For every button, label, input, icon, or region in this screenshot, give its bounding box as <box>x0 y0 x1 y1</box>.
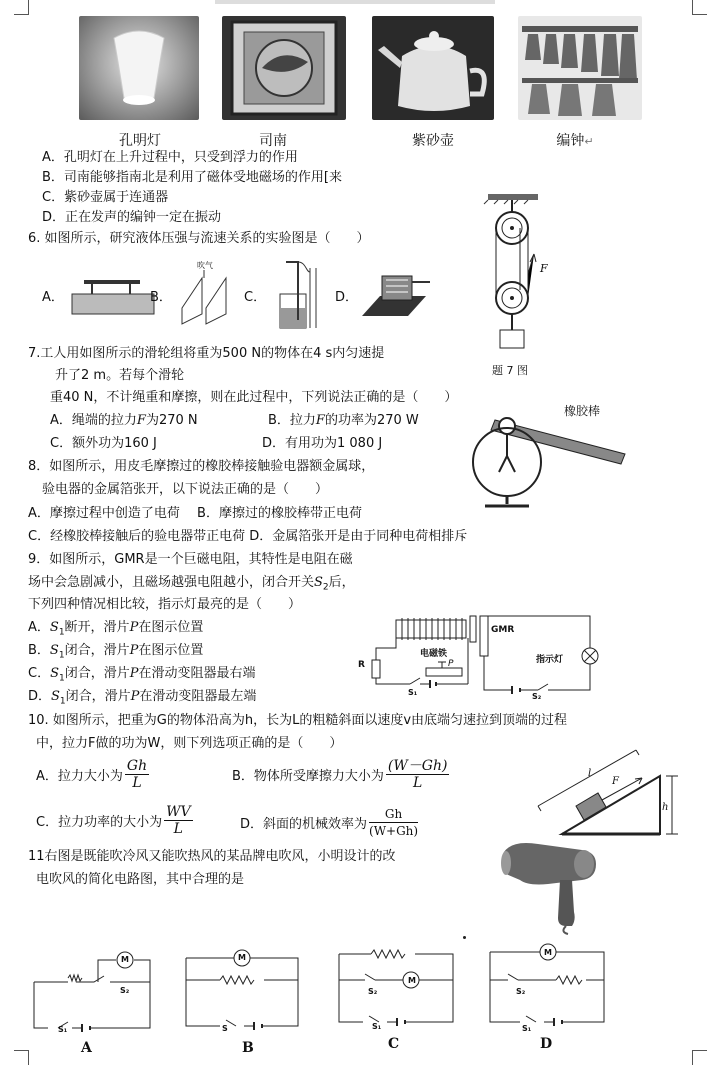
q9-r-label: R <box>358 660 365 670</box>
q7-option-a-var: F <box>136 413 146 428</box>
q7-stem-line-3: 重40 N，不计绳重和摩擦，则在此过程中，下列说法正确的是（ ） <box>50 390 458 405</box>
q9-stem-line-2-post: 后， <box>328 575 355 590</box>
q8-stem-line-1: 8．如图所示，用皮毛摩擦过的橡胶棒接触验电器额金属球， <box>28 459 375 474</box>
q10-option-b-fraction <box>386 758 450 791</box>
caption-chime-bells <box>520 130 630 150</box>
q6-option-b-letter: B． <box>150 290 172 305</box>
photo-teapot <box>372 16 494 120</box>
q7-pulley-figure <box>480 194 560 354</box>
q10-option-c-fraction <box>164 804 193 837</box>
q9-option-a-text: 断开，滑片 <box>64 620 130 635</box>
q10-option-a-text: A．拉力大小为 <box>36 769 123 784</box>
q9-option-a-sub: 1 <box>58 627 65 638</box>
q10-option-a-numerator: Gh <box>126 758 148 774</box>
q5-option-d: D．正在发声的编钟一定在振动 <box>42 210 222 225</box>
caption-sky-lantern: 孔明灯 <box>119 133 161 149</box>
q9-option-b-p: P <box>129 643 139 658</box>
q9-option-d-sub: 1 <box>59 696 66 707</box>
q10-stem-line-1: 10. 如图所示，把重为G的物体沿高为h，长为L的粗糙斜面以速度v由底端匀速拉到顶端的过程 <box>28 713 568 728</box>
q10-option-a <box>36 758 151 791</box>
q10-option-c-denominator: L <box>173 821 183 837</box>
q9-option-b-text: 闭合，滑片 <box>64 643 130 658</box>
q9-stem-line-2-pre: 场中会急剧减小，且磁场越强电阻越小，闭合开关 <box>28 575 315 590</box>
q9-option-c-sub: 1 <box>58 673 65 684</box>
photo-chime-bells <box>518 16 642 120</box>
q9-stem-line-3: 下列四种情况相比较，指示灯最亮的是（ ） <box>28 597 302 612</box>
q11-c-letter: C <box>388 1036 400 1052</box>
q11-d-s2-label: S₂ <box>516 987 526 996</box>
return-mark: ↵ <box>584 135 594 148</box>
q9-option-b-letter: B． <box>28 643 50 658</box>
q10-incline-figure <box>532 744 692 844</box>
q7-option-b-post: 的功率为270 W <box>324 413 419 428</box>
q5-option-b: B．司南能够指南北是利用了磁体受地磁场的作用[来 <box>42 170 342 185</box>
q9-option-b <box>28 642 203 665</box>
q11-d-s1-label: S₁ <box>522 1024 532 1033</box>
q9-option-a <box>28 619 203 642</box>
q10-option-d-numerator: Gh <box>369 806 418 823</box>
q9-option-c-p: P <box>129 666 139 681</box>
q11-a-s2-label: S₂ <box>120 986 130 995</box>
q11-b-motor-label: M <box>238 953 246 962</box>
q8-electroscope-figure <box>455 392 635 512</box>
q9-option-c <box>28 665 256 688</box>
q10-option-b-denominator: L <box>413 775 423 791</box>
q10-option-b <box>232 758 451 791</box>
q9-option-c-tail: 在滑动变阻器最右端 <box>138 666 256 681</box>
q9-stem-line-1: 9．如图所示，GMR是一个巨磁电阻，其特性是电阻在磁 <box>28 552 353 567</box>
q10-option-d-text: D．斜面的机械效率为 <box>240 817 368 832</box>
q7-stem-line-2: 升了2 m。若每个滑轮 <box>55 368 185 383</box>
q7-option-a <box>50 412 198 430</box>
q9-electromagnet-label: 电磁铁 <box>420 649 448 659</box>
q7-stem-line-1: 7.工人用如图所示的滑轮组将重为500 N的物体在4 s内匀速提 <box>28 346 385 361</box>
q9-option-d-var: S <box>51 689 60 704</box>
q9-p-label: P <box>448 659 454 669</box>
q10-option-d-fraction <box>369 806 418 839</box>
q11-circuit-a <box>28 946 153 1036</box>
q10-option-c-text: C．拉力功率的大小为 <box>36 815 163 830</box>
top-edge-shadow <box>215 0 495 4</box>
q9-option-d-p: P <box>130 689 140 704</box>
q11-d-letter: D <box>540 1036 553 1052</box>
q10-height-label: h <box>662 802 669 813</box>
q7-force-label: F <box>540 262 548 275</box>
q7-option-a-post: 为270 N <box>145 413 198 428</box>
q6-stem: 6. 如图所示，研究液体压强与流速关系的实验图是（ ） <box>28 231 370 246</box>
q7-option-b-var: F <box>315 413 325 428</box>
q9-option-d-text: 闭合，滑片 <box>65 689 131 704</box>
q11-circuit-c <box>335 940 460 1030</box>
q9-stem-line-2 <box>28 574 355 597</box>
caption-chime-bells-text: 编钟 <box>556 133 585 149</box>
q11-d-motor-label: M <box>544 948 552 957</box>
q7-option-b-pre: B．拉力 <box>268 413 316 428</box>
q6-blow-air-label: 吹气 <box>197 261 213 270</box>
q9-option-b-var: S <box>49 643 59 658</box>
stray-dot <box>463 936 466 939</box>
q11-a-letter: A <box>81 1040 92 1056</box>
q9-option-a-letter: A． <box>28 620 50 635</box>
q6-figure-d <box>360 266 430 326</box>
q9-indicator-lamp-label: 指示灯 <box>536 655 564 665</box>
corner-mark-top-left <box>14 0 29 15</box>
q7-option-b <box>268 412 419 430</box>
q10-option-d <box>240 806 420 839</box>
q7-option-c: C．额外功为160 J <box>50 436 157 451</box>
q11-stem-line-1: 11右图是既能吹冷风又能吹热风的某品牌电吹风，小明设计的改 <box>28 849 396 864</box>
q9-option-a-p: P <box>129 620 139 635</box>
q8-stem-line-2: 验电器的金属箔张开，以下说法正确的是（ ） <box>42 482 329 497</box>
q9-option-b-tail: 在图示位置 <box>138 643 204 658</box>
q9-option-c-text: 闭合，滑片 <box>64 666 130 681</box>
q5-option-a: A．孔明灯在上升过程中，只受到浮力的作用 <box>42 150 298 165</box>
q9-s1-label: S₁ <box>408 688 418 697</box>
photo-sky-lantern <box>79 16 199 120</box>
q11-b-s-label: S <box>222 1024 228 1033</box>
q9-stem-sub: 2 <box>322 582 329 593</box>
q10-option-c-numerator: WV <box>166 804 191 820</box>
q9-option-c-var: S <box>50 666 59 681</box>
caption-compass-sinan: 司南 <box>259 133 287 149</box>
q10-stem-line-2: 中，拉力F做的功为W，则下列选项正确的是（ ） <box>36 736 343 751</box>
q11-a-motor-label: M <box>121 955 129 964</box>
photo-compass-sinan <box>222 16 346 120</box>
q6-option-c-letter: C． <box>244 290 267 305</box>
q11-c-s1-label: S₁ <box>372 1022 382 1031</box>
q10-length-label: l <box>588 768 592 779</box>
q9-gmr-label: GMR <box>491 625 515 635</box>
q11-b-letter: B <box>242 1040 254 1056</box>
corner-mark-bottom-right <box>692 1050 707 1065</box>
q9-option-d <box>28 688 256 711</box>
q9-option-b-sub: 1 <box>58 650 65 661</box>
corner-mark-top-right <box>692 0 707 15</box>
caption-teapot: 紫砂壶 <box>412 133 454 149</box>
q5-option-c: C．紫砂壶属于连通器 <box>42 190 169 205</box>
q10-option-b-text: B．物体所受摩擦力大小为 <box>232 769 384 784</box>
q7-option-a-pre: A．绳端的拉力 <box>50 413 137 428</box>
q8-option-cd: C．经橡胶棒接触后的验电器带正电荷 D．金属箔张开是由于同种电荷相排斥 <box>28 529 468 544</box>
q10-option-c <box>36 804 195 837</box>
q9-option-a-tail: 在图示位置 <box>138 620 204 635</box>
q9-option-c-letter: C． <box>28 666 51 681</box>
q6-figure-b <box>176 268 236 328</box>
q8-option-ab: A．摩擦过程中创造了电荷 B．摩擦过的橡胶棒带正电荷 <box>28 506 362 521</box>
corner-mark-bottom-left <box>14 1050 29 1065</box>
q6-option-a-letter: A． <box>42 290 64 305</box>
q11-stem-line-2: 电吹风的简化电路图，其中合理的是 <box>36 872 245 887</box>
q6-option-d-letter: D． <box>335 290 359 305</box>
q9-s2-label: S₂ <box>532 692 542 701</box>
q9-option-a-var: S <box>49 620 59 635</box>
q6-figure-a <box>70 278 160 318</box>
q9-option-d-tail: 在滑动变阻器最左端 <box>139 689 257 704</box>
q8-rubber-rod-label: 橡胶棒 <box>564 404 601 418</box>
q10-option-a-fraction <box>125 758 149 791</box>
q9-stem-var: S <box>314 575 323 590</box>
q6-figure-c <box>270 258 330 333</box>
q7-figure-caption: 题 7 图 <box>492 364 528 377</box>
q7-option-d: D．有用功为1 080 J <box>262 436 383 451</box>
q10-force-label: F <box>612 776 619 787</box>
q11-c-motor-label: M <box>408 976 416 985</box>
q10-option-a-denominator: L <box>132 775 142 791</box>
q10-option-b-numerator: (W－Gh) <box>387 758 448 774</box>
hair-dryer-image <box>498 834 608 934</box>
q11-c-s2-label: S₂ <box>368 987 378 996</box>
q11-a-s1-label: S₁ <box>58 1025 68 1034</box>
q9-gmr-circuit <box>350 612 615 702</box>
q9-option-d-letter: D． <box>28 689 52 704</box>
q10-option-d-denominator: (W+Gh) <box>369 824 419 838</box>
